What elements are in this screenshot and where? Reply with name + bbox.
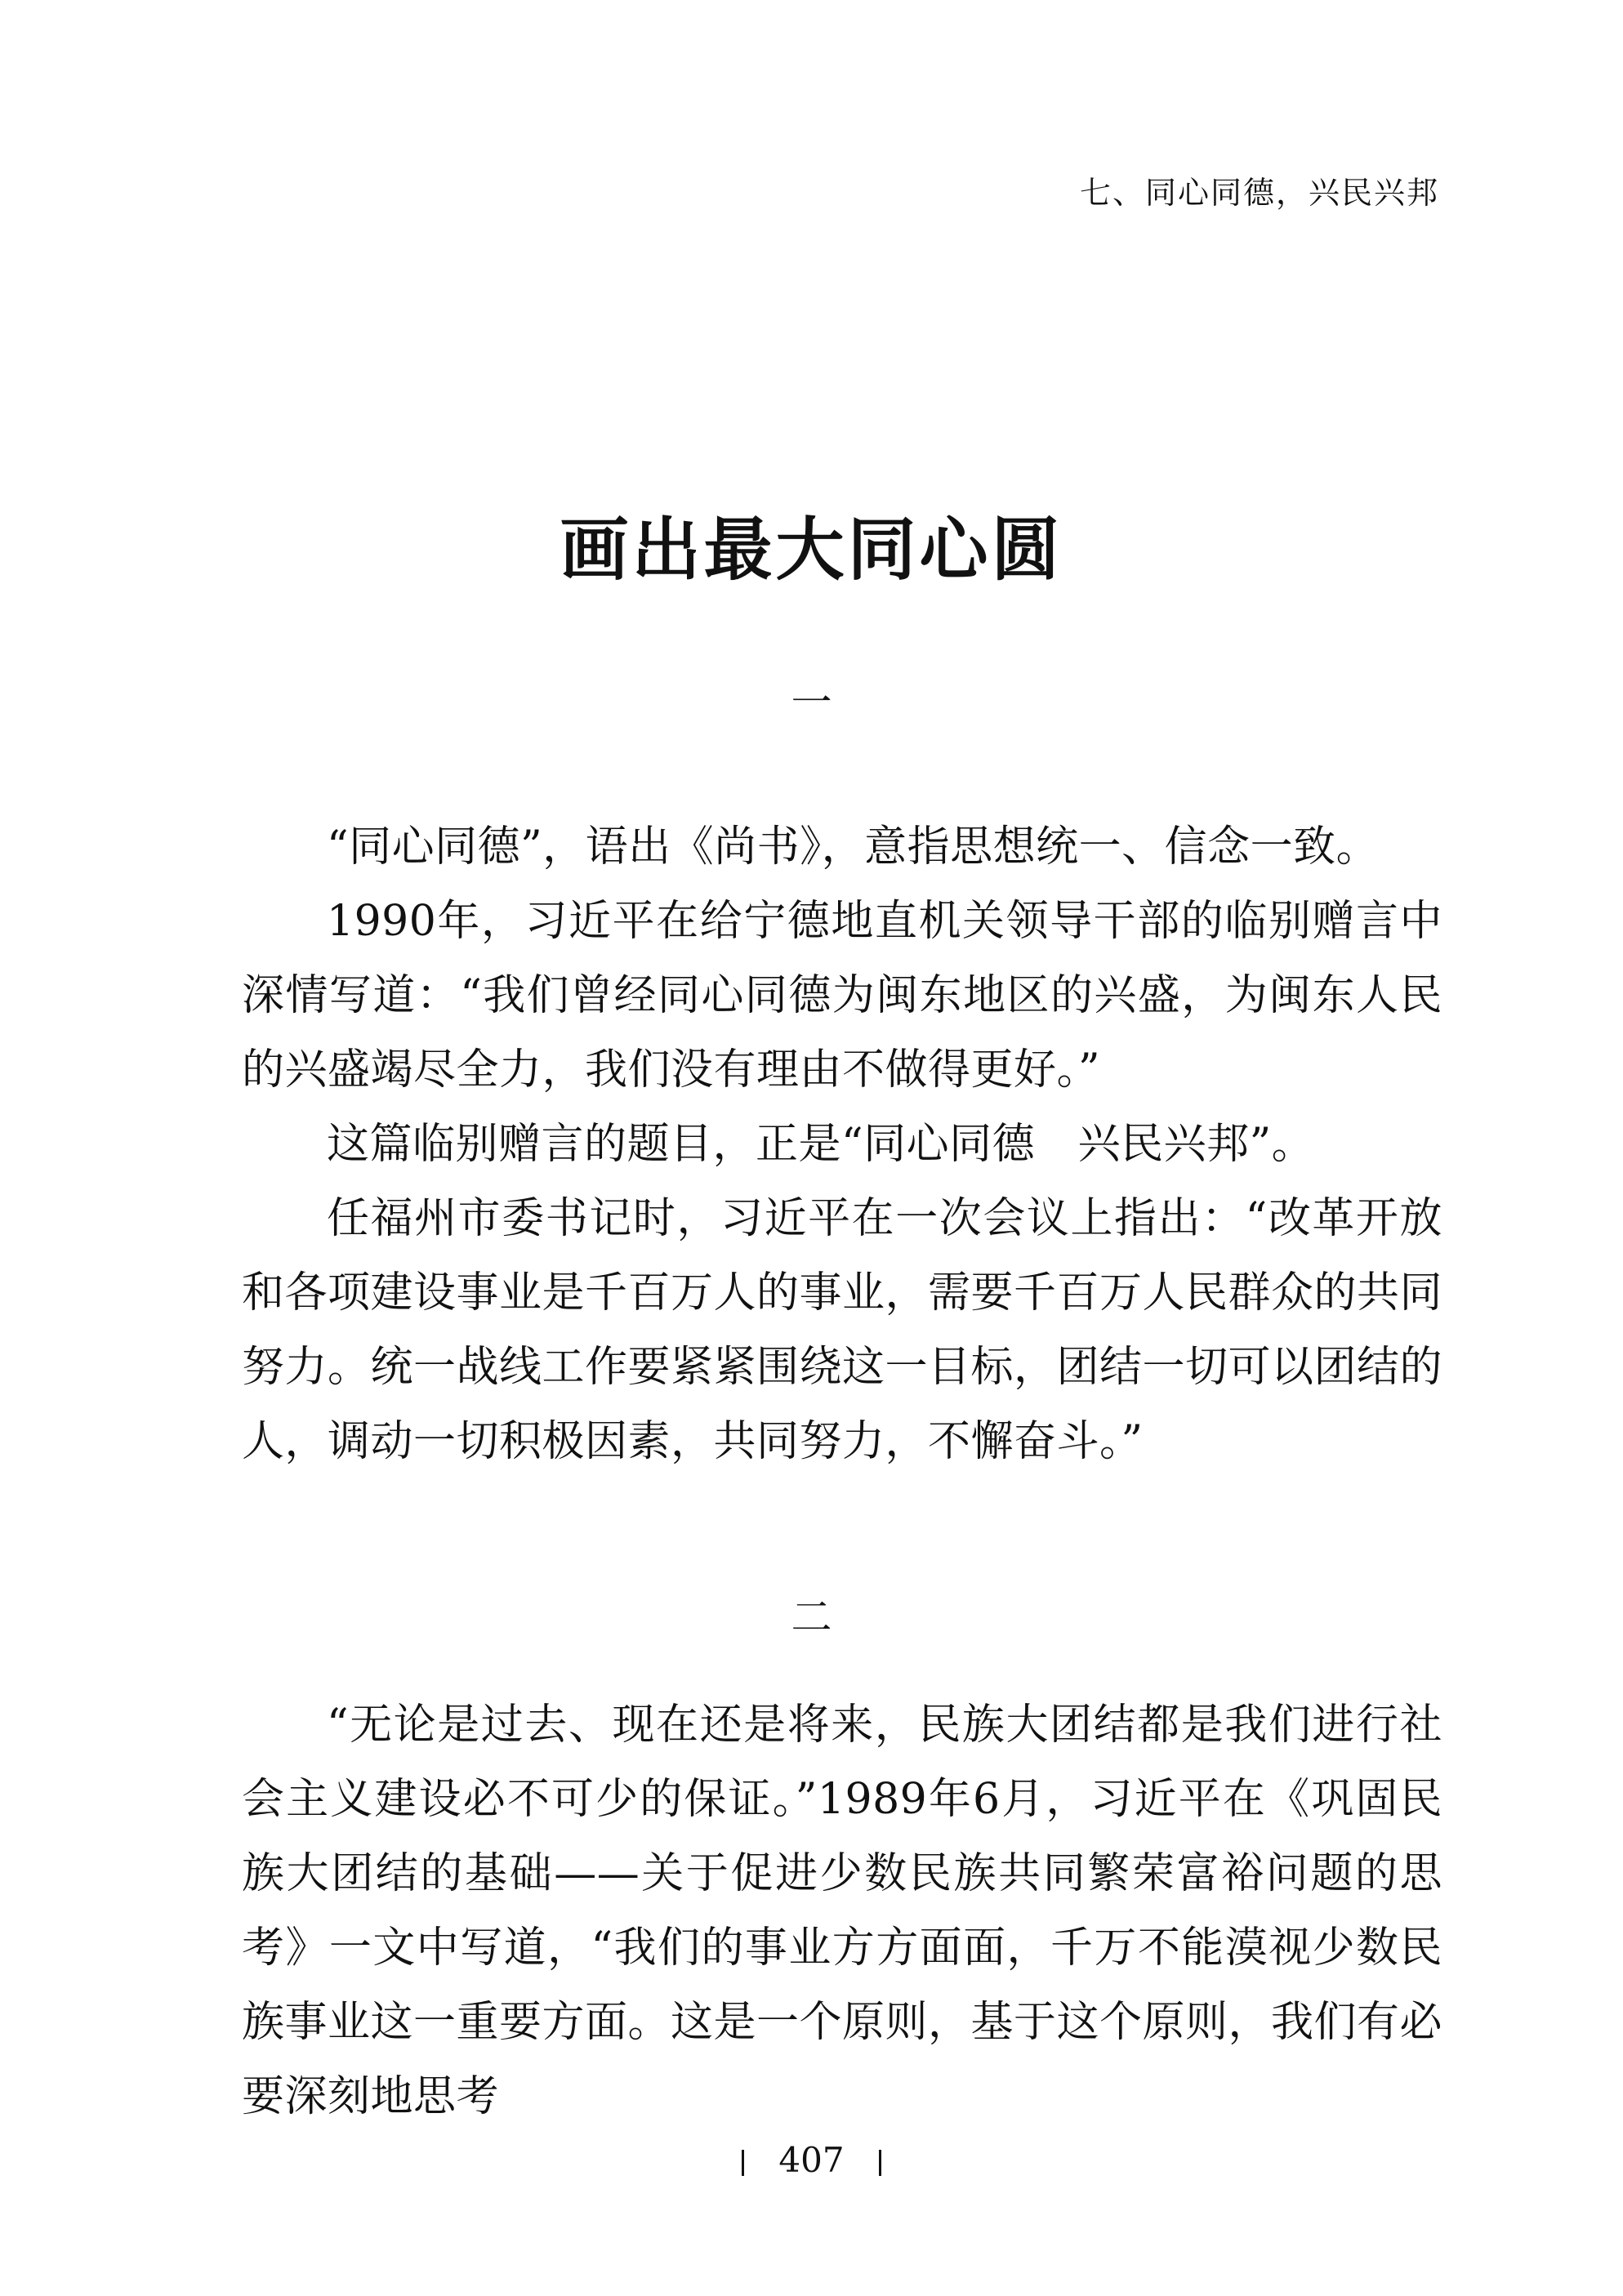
section-body [242, 810, 1442, 1479]
body-paragraph: 任福州市委书记时，习近平在一次会议上指出：“改革开放和各项建设事业是千百万人的事业，需要千百万人民群众的共同努力。统一战线工作要紧紧围绕这一目标，团结一切可以团结的人，调动一切积极因素，共同努力，不懈奋斗。” [242, 1194, 1443, 1466]
body-paragraph: “同心同德”，语出《尚书》，意指思想统一、信念一致。 [327, 823, 1380, 872]
body-paragraph: 这篇临别赠言的题目，正是“同心同德 兴民兴邦”。 [327, 1120, 1315, 1169]
running-header: 七、同心同德，兴民兴邦 [1079, 175, 1439, 211]
body-paragraph: 1990年，习近平在给宁德地直机关领导干部的临别赠言中深情写道：“我们曾经同心同德为闽东地区的兴盛，为闽东人民的兴盛竭尽全力，我们没有理由不做得更好。” [242, 897, 1442, 1095]
page-title: 画出最大同心圆 [560, 509, 1063, 591]
page-number-rule [879, 2150, 881, 2176]
page-number: 407 [778, 2140, 845, 2180]
page-footer [0, 2140, 1623, 2180]
body-paragraph: “无论是过去、现在还是将来，民族大团结都是我们进行社会主义建设必不可少的保证。”1989年6月，习近平在《巩固民族大团结的基础——关于促进少数民族共同繁荣富裕问题的思考》一文中写道，“我们的事业方方面面，千万不能漠视少数民族事业这一重要方面。这是一个原则，基于这个原则，我们有必要深刻地思考 [242, 1701, 1443, 2121]
section-body [242, 1688, 1442, 2134]
section-mark: 二 [791, 1594, 832, 1641]
page-number-rule [742, 2150, 744, 2176]
section-mark: 一 [791, 679, 832, 726]
